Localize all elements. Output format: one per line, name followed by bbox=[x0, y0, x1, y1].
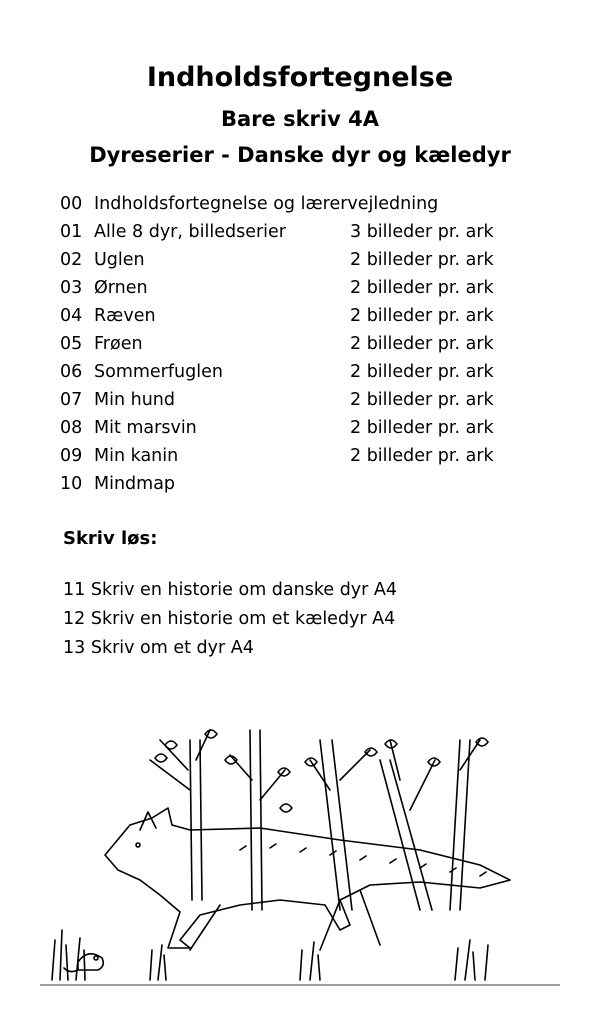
fox-forest-illustration bbox=[40, 700, 560, 1000]
list-item: 12 Skriv en historie om et kæledyr A4 bbox=[63, 609, 396, 629]
toc-number: 09 bbox=[60, 446, 83, 466]
fox-drawing bbox=[105, 808, 510, 950]
list-item: 13 Skriv om et dyr A4 bbox=[63, 638, 254, 658]
skriv-los-list bbox=[63, 576, 397, 663]
toc-title: Ørnen bbox=[94, 278, 148, 298]
page-subtitle: Bare skriv 4A bbox=[221, 107, 379, 131]
toc-detail: 2 billeder pr. ark bbox=[350, 334, 494, 354]
toc-detail: 2 billeder pr. ark bbox=[350, 306, 494, 326]
toc-title: Sommerfuglen bbox=[94, 362, 223, 382]
toc-number: 08 bbox=[60, 418, 83, 438]
skriv-los-heading: Skriv løs: bbox=[63, 528, 158, 549]
toc-number: 03 bbox=[60, 278, 83, 298]
toc-title: Frøen bbox=[94, 334, 143, 354]
toc-number: 04 bbox=[60, 306, 83, 326]
toc-number: 06 bbox=[60, 362, 83, 382]
toc-title: Min hund bbox=[94, 390, 175, 410]
toc-title: Alle 8 dyr, billedserier bbox=[94, 222, 286, 242]
toc-title: Indholdsfortegnelse og lærervejledning bbox=[94, 194, 439, 214]
toc-detail: 2 billeder pr. ark bbox=[350, 278, 494, 298]
grass bbox=[40, 930, 560, 985]
toc-detail: 3 billeder pr. ark bbox=[350, 222, 494, 242]
toc-title: Mit marsvin bbox=[94, 418, 197, 438]
toc-detail: 2 billeder pr. ark bbox=[350, 390, 494, 410]
series-title: Dyreserier - Danske dyr og kæledyr bbox=[89, 143, 511, 167]
list-item: 11 Skriv en historie om danske dyr A4 bbox=[63, 580, 398, 600]
page-title: Indholdsfortegnelse bbox=[146, 62, 454, 93]
toc-title: Ræven bbox=[94, 306, 156, 326]
toc-title: Mindmap bbox=[94, 474, 176, 494]
toc-detail: 2 billeder pr. ark bbox=[350, 418, 494, 438]
toc-detail: 2 billeder pr. ark bbox=[350, 362, 494, 382]
toc-title: Uglen bbox=[94, 250, 145, 270]
toc-number: 05 bbox=[60, 334, 83, 354]
toc-number: 02 bbox=[60, 250, 83, 270]
toc-number: 00 bbox=[60, 194, 83, 214]
toc-number: 01 bbox=[60, 222, 83, 242]
toc-detail: 2 billeder pr. ark bbox=[350, 446, 494, 466]
toc-number: 10 bbox=[60, 474, 83, 494]
toc-number: 07 bbox=[60, 390, 83, 410]
toc-title: Min kanin bbox=[94, 446, 179, 466]
toc-detail: 2 billeder pr. ark bbox=[350, 250, 494, 270]
